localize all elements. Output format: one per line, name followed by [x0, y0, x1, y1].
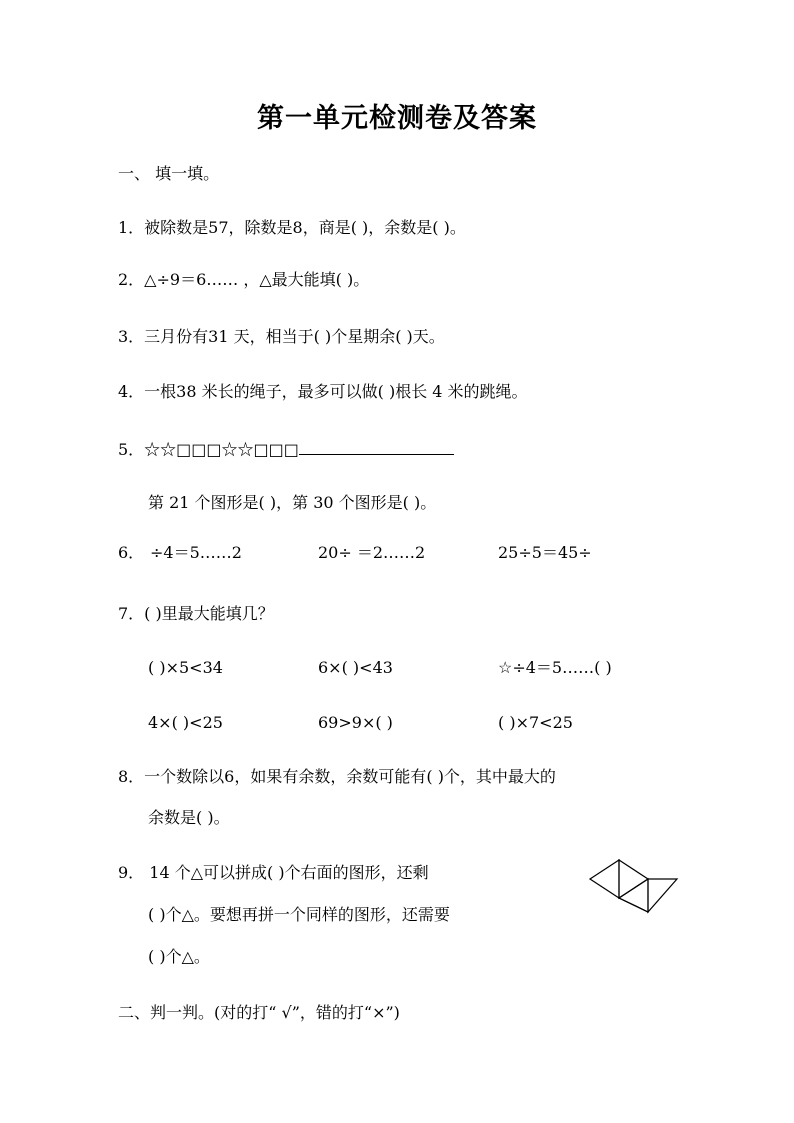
question-2: 2．△÷9＝6…… ，△最大能填( )。 [118, 270, 370, 289]
question-5-sub: 第 21 个图形是( )，第 30 个图形是( )。 [148, 493, 437, 512]
question-7-r2-a: 4×( )<25 [148, 713, 223, 732]
question-7-r2-c: ( )×7<25 [498, 713, 573, 732]
triangle-mid-top [619, 860, 648, 898]
question-7-r1-a: ( )×5<34 [148, 658, 223, 677]
question-9-line-2: ( )个△。要想再拼一个同样的图形，还需要 [148, 905, 450, 924]
section-1-heading: 一、 填一填。 [118, 164, 220, 183]
triangle-left [590, 860, 619, 898]
question-4: 4．一根38 米长的绳子，最多可以做( )根长 4 米的跳绳。 [118, 382, 528, 401]
question-9-line-1: 9． 14 个△可以拼成( )个右面的图形，还剩 [118, 863, 429, 882]
triangle-edge [619, 898, 648, 912]
section-2-heading: 二、判一判。(对的打“ √”，错的打“×”) [118, 1003, 400, 1022]
question-1: 1．被除数是57，除数是8，商是( )，余数是( )。 [118, 218, 466, 237]
triangle-figure [588, 858, 680, 914]
question-6-c: 25÷5＝45÷ [498, 543, 592, 562]
question-7-stem: 7．( )里最大能填几？ [118, 604, 274, 623]
question-3: 3．三月份有31 天，相当于( )个星期余( )天。 [118, 327, 445, 346]
question-6-b: 20÷ ＝2……2 [318, 543, 426, 562]
triangle-mid-bottom [619, 879, 648, 912]
question-7-r1-c: ☆÷4＝5……( ) [498, 658, 612, 677]
question-7-r1-b: 6×( )<43 [318, 658, 393, 677]
question-8-line-2: 余数是( )。 [148, 808, 230, 827]
question-5-pattern: 5．☆☆□□□☆☆□□□ [118, 440, 299, 459]
question-6-label: 6． [118, 543, 145, 562]
question-7-r2-b: 69>9×( ) [318, 713, 393, 732]
question-9-line-3: ( )个△。 [148, 947, 210, 966]
question-8-line-1: 8．一个数除以6，如果有余数，余数可能有( )个，其中最大的 [118, 767, 556, 786]
question-5 [118, 438, 454, 460]
question-6-a: ÷4＝5……2 [150, 543, 242, 562]
question-5-answer-line [299, 438, 454, 455]
triangle-right [648, 879, 677, 912]
page-title: 第一单元检测卷及答案 [257, 103, 537, 134]
triangle-figure-lines [590, 860, 677, 912]
